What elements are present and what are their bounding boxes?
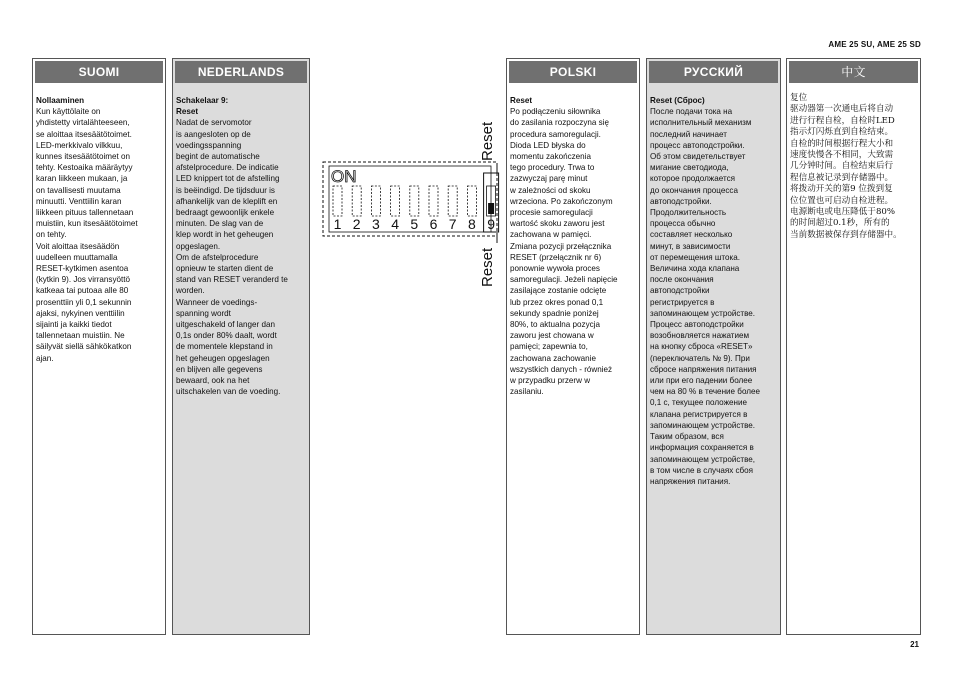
section-text: Kun käyttölaite on yhdistetty virtalähteeseen, se aloittaa itsesäätötoimet. LED-merkkivalo vilkkuu, kunnes itsesäätötoimet on tehty. Kestoaika määräytyy karan liikkeen mukaan, ja on tavallisesti muutama minuutti. Venttiilin karan liikkeen pituus tallennetaan muistiin, kun itsesäätötoimet on tehty. Voit aloittaa itsesäädön uudelleen muuttamalla RESET-kytkimen asentoa (kytkin 9). Jos virransyöttö katkeaa tai putoaa alle 80 prosenttiin yli 0,1 sekunnin ajaksi, nykyinen venttiilin sijainti ja kaikki tiedot tallennetaan muistiin. Ne säilyvät siellä sähkökatkon ajan. xyxy=(36,107,138,363)
switch-number-1: 1 xyxy=(333,216,342,232)
section-heading: Schakelaar 9: xyxy=(176,96,229,105)
switch-number-2: 2 xyxy=(352,216,361,232)
column-header: NEDERLANDS xyxy=(175,61,307,83)
section-subheading: Reset xyxy=(176,107,199,117)
section-heading: Reset (Сброс) xyxy=(650,96,705,105)
switch-number-4: 4 xyxy=(391,216,399,232)
column-header: РУССКИЙ xyxy=(649,61,778,83)
switch-number-5: 5 xyxy=(410,216,419,232)
switch-number-7: 7 xyxy=(448,216,457,232)
column-header: SUOMI xyxy=(35,61,163,83)
reset-label-top: Reset xyxy=(479,121,496,161)
column-body xyxy=(507,83,639,397)
column-body xyxy=(647,83,780,487)
switch-number-6: 6 xyxy=(429,216,438,232)
page-number: 21 xyxy=(910,640,919,649)
column-russian xyxy=(646,58,781,635)
column-body xyxy=(33,83,165,364)
section-heading: Reset xyxy=(510,96,533,105)
column-body xyxy=(173,83,309,397)
section-text: 复位 驱动器第一次通电后将自动 进行行程自检，自检时LED 指示灯闪烁直到自检结束。 自检的时间根据行程大小和 速度快慢各不相同，大致需 几分钟时间。自检结束后行 程信息被记录到存储器中。 将拨动开关的第9 位拨到复 位位置也可启动自检进程。 电源断电或电压降低于80% 的时间超过0.1秒，所有的 当前数据被保存到存储器中。 xyxy=(790,93,902,240)
switch-slot-2 xyxy=(352,186,361,216)
column-nederlands xyxy=(172,58,310,635)
switch-number-3: 3 xyxy=(372,216,380,232)
reset-label-bottom: Reset xyxy=(479,247,496,287)
switch-slot-8 xyxy=(467,186,476,216)
switch-number-9: 9 xyxy=(487,216,495,232)
column-header: 中文 xyxy=(789,61,918,83)
switch-slot-4 xyxy=(391,186,400,216)
on-label: ON xyxy=(331,167,357,186)
section-text: Nadat de servomotor is aangesloten op de voedingsspanning begint de automatische afstelprocedure. De indicatie LED knippert tot de afstelling is beëindigd. De tijdsduur is afhankelijk van de kleplift en bedraagt gewoonlijk enkele minuten. De slag van de klep wordt in het geheugen opgeslagen. Om de afstelprocedure opnieuw te starten dient de stand van RESET veranderd te worden. Wanneer de voedings- spanning wordt uitgeschakeld of langer dan 0,1s onder 80% daalt, wordt de momentele klepstand in het geheugen opgeslagen en blijven alle gegevens bewaard, ook na het uitschakelen van de voeding. xyxy=(176,118,288,397)
switch-slot-3 xyxy=(371,186,380,216)
column-header: POLSKI xyxy=(509,61,637,83)
switch-slot-6 xyxy=(429,186,438,216)
column-polski xyxy=(506,58,640,635)
switch-slot-5 xyxy=(410,186,419,216)
section-text: Po podłączeniu siłownika do zasilania rozpoczyna się procedura samoregulacji. Dioda LED błyska do momentu zakończenia tego procedury. Trwa to zazwyczaj parę minut w zależności od skoku wrzeciona. Po zakończonym procesie samoregulacji wartość skoku zaworu jest zachowana w pamięci. Zmiana pozycji przełącznika RESET (przełącznik nr 6) ponownie wywoła proces samoregulacji. Jeżeli napięcie zasilające zostanie odcięte lub przez okres ponad 0,1 sekundy spadnie poniżej 80%, to aktualna pozycja zaworu jest chowana w pamięci; zapewnia to, zachowana zachowanie wszystkich danych - również w przypadku przerw w zasilaniu. xyxy=(510,107,618,397)
switch-9-knob xyxy=(488,203,494,214)
switch-slot-1 xyxy=(333,186,342,216)
dip-switch-figure xyxy=(315,115,500,287)
document-title: AME 25 SU, AME 25 SD xyxy=(828,40,921,49)
column-suomi xyxy=(32,58,166,635)
section-heading: Nollaaminen xyxy=(36,96,85,105)
switch-number-8: 8 xyxy=(468,216,476,232)
column-body xyxy=(787,83,920,241)
switch-slot-7 xyxy=(448,186,457,216)
column-chinese xyxy=(786,58,921,635)
section-text: После подачи тока на исполнительный механизм последний начинает процесс автоподстройки. Об этом свидетельствует мигание светодиода, которое продолжается до окончания процесса автоподстройки. Продолжительность процесса обычно составляет несколько минут, в зависимости от перемещения штока. Величина хода клапана после окончания автоподстройки регистрируется в запоминающем устройстве. Процесс автоподстройки возобновляется нажатием на кнопку сброса «RESET» (переключатель № 9). При сбросе напряжения питания или при его падении более чем на 80 % в течение более 0,1 с, текущее положение клапана регистрируется в запоминающем устройстве. Таким образом, вся информация сохраняется в запоминающем устройстве, в том числе в случаях сбоя напряжения питания. xyxy=(650,107,760,486)
